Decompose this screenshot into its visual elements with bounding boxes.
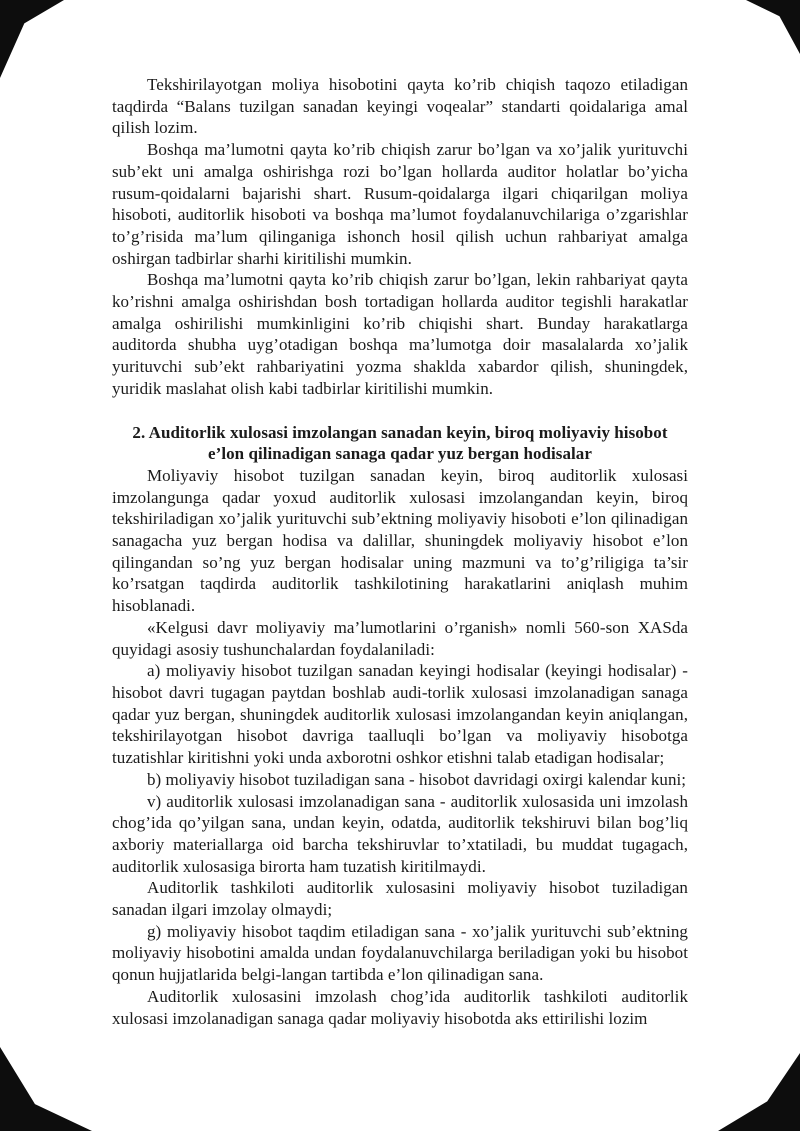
paragraph: a) moliyaviy hisobot tuzilgan sanadan keyingi hodisalar (keyingi hodisalar) - hisobot davri tugagan paytdan boshlab audi-torlik xulosasi imzolanadigan sanaga qadar yuz bergan, shuningdek auditorlik xulosasi imzolangandan keyin aniqlangan, tekshirilayotgan hisobot davriga taalluqli bo’lgan va moliyaviy hisobotga tuzatishlar kiritishni yoki unda axborotni oshkor etishni talab etadigan hodisalar; bbox=[112, 661, 688, 768]
paragraph: Auditorlik xulosasini imzolash chog’ida auditorlik tashkiloti auditorlik xulosasi imzolanadigan sanaga qadar moliyaviy hisobotda aks ettirilishi lozim bbox=[112, 986, 688, 1028]
paragraph: v) auditorlik xulosasi imzolanadigan sana - auditorlik xulosasida uni imzolash chog’ida qo’yilgan sana, undan keyin, odatda, auditorlik tekshiruvi bilan bog’liq axboriy materiallarga oid barcha tekshiruvlar to’xtatiladi, bu muddat tugagach, auditorlik xulosasiga birorta ham tuzatish kiritilmaydi. bbox=[112, 791, 688, 876]
scan-corner-artifact-bottom-right bbox=[718, 1053, 800, 1131]
paragraph: «Kelgusi davr moliyaviy ma’lumotlarini o’rganish» nomli 560-son XASda quyidagi asosiy tushunchalardan foydalaniladi: bbox=[112, 617, 688, 659]
document-text-block bbox=[112, 74, 688, 1029]
paragraph: Boshqa ma’lumotni qayta ko’rib chiqish zarur bo’lgan, lekin rahbariyat qayta ko’rishni amalga oshirishdan bosh tortadigan hollarda auditor tegishli harakatlar amalga oshirilishi mumkinligini ko’rib chiqishi shart. Bunday harakatlarga auditorda shubha uyg’otadigan boshqa ma’lumotga doir masalalarda xo’jalik yurituvchi sub’ekt rahbariyatini yozma shaklda xabardor qilish, shuningdek, yuridik maslahat olish kabi tadbirlar kiritilishi mumkin. bbox=[112, 270, 688, 398]
paragraph: g) moliyaviy hisobot taqdim etiladigan sana - xo’jalik yurituvchi sub’ektning moliyaviy hisobotini amalda undan foydalanuvchilarga beriladigan yoki bu hisobot qonun hujjatlarida belgi-langan tartibda e’lon qilinadigan sana. bbox=[112, 921, 688, 985]
paragraph: Auditorlik tashkiloti auditorlik xulosasini moliyaviy hisobot tuziladigan sanadan ilgari imzolay olmaydi; bbox=[112, 878, 688, 920]
scan-corner-artifact-bottom-left bbox=[0, 1047, 92, 1131]
scan-corner-artifact-top-right bbox=[746, 0, 800, 54]
scan-corner-artifact-top-left bbox=[0, 0, 64, 78]
paragraph: Tekshirilayotgan moliya hisobotini qayta ko’rib chiqish taqozo etiladigan taqdirda “Balans tuzilgan sanadan keyingi voqealar” standarti qoidalariga amal qilish lozim. bbox=[112, 75, 688, 138]
section-heading bbox=[112, 422, 688, 465]
section-heading-line: e’lon qilinadigan sanaga qadar yuz bergan hodisalar bbox=[208, 444, 592, 464]
paragraph: b) moliyaviy hisobot tuziladigan sana - hisobot davridagi oxirgi kalendar kuni; bbox=[147, 769, 687, 789]
section-heading-line: 2. Auditorlik xulosasi imzolangan sanadan keyin, biroq moliyaviy hisobot bbox=[132, 422, 668, 442]
paragraph: Boshqa ma’lumotni qayta ko’rib chiqish zarur bo’lgan va xo’jalik yurituvchi sub’ekt uni amalga oshirishga rozi bo’lgan hollarda auditor holatlar bo’yicha rusum-qoidalarni bajarishi shart. Rusum-qoidalarga ilgari chiqarilgan moliya hisoboti, auditorlik hisoboti va boshqa ma’lumot foydalanuvchilariga o’zgarishlar to’g’risida ma’lum qilinganiga ishonch hosil qilish uchun rahbariyat amalga oshirgan tadbirlar sharhi kiritilishi mumkin. bbox=[112, 140, 688, 268]
paragraph: Moliyaviy hisobot tuzilgan sanadan keyin, biroq auditorlik xulosasi imzolangunga qadar yoxud auditorlik xulosasi imzolangandan keyin, biroq tekshiriladigan xo’jalik yurituvchi sub’ektning moliyaviy hisoboti e’lon qilinadigan sanagacha yuz bergan hodisa va dalillar, shuningdek moliyaviy hisobot e’lon qilingandan so’ng yuz bergan hodisalar uning mazmuni va to’g’riligiga ta’sir ko’rsatgan taqdirda auditorlik tashkilotining harakatlarini aniqlash muhim hisoblanadi. bbox=[112, 465, 688, 616]
